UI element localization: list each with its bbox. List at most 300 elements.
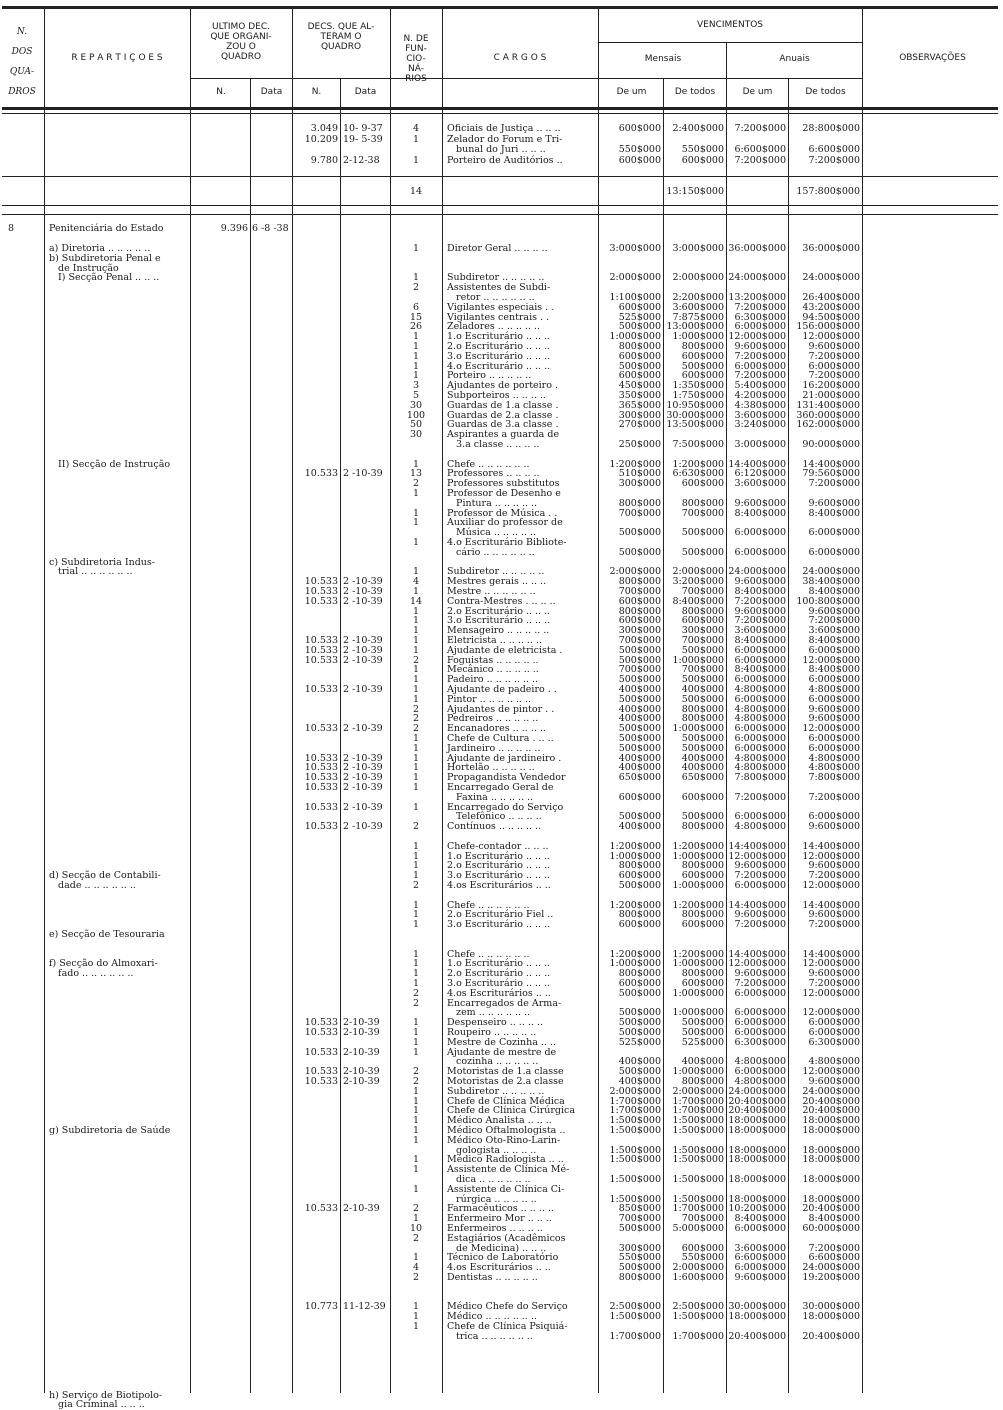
cell-au: 4:800$000 <box>734 821 786 833</box>
cell-mt: 1:700$000 <box>672 1105 724 1117</box>
cell-mu: 2:000$000 <box>609 272 661 284</box>
cell-mu: 600$000 <box>618 919 661 931</box>
cell-cargo: Ajudantes de pintor . . <box>447 703 555 715</box>
cell-cargo: Despenseiro .. .. .. .. <box>447 1017 543 1029</box>
cell-au: 6:000$000 <box>734 674 786 686</box>
cell-at: 6:000$000 <box>808 674 860 686</box>
cell-q: 1 <box>412 762 420 774</box>
cell-cargo: Subdiretor .. .. .. .. .. <box>447 272 545 284</box>
cell-mt: 1:350$000 <box>672 380 724 392</box>
cell-au: 18:000$000 <box>728 1125 786 1136</box>
cell-q: 1 <box>412 488 420 499</box>
cell-at: 6:000$000 <box>808 1017 860 1029</box>
cell-q: 1 <box>412 331 420 343</box>
cell-mu: 450$000 <box>618 380 661 392</box>
cell-dn: 10.533 <box>304 752 338 764</box>
cell-q: 14 <box>409 595 423 607</box>
cell-mu: 700$000 <box>618 635 661 646</box>
reparticao-label: c) Subdiretoria Indus- <box>49 556 155 568</box>
cell-q: 2 <box>412 880 420 891</box>
cell-cargo: Médico Chefe do Serviço <box>447 1301 568 1313</box>
cell-cargo: Assistentes de Subdi- <box>447 282 551 294</box>
cell-mt: 650$000 <box>681 772 724 784</box>
cell-at: 18:000$000 <box>802 1154 860 1166</box>
col-rule <box>340 78 341 1393</box>
cell-q: 1 <box>412 154 420 166</box>
cell-cargo: Chefe de Clínica Cirúrgica <box>447 1105 576 1117</box>
cell-au: 6:600$000 <box>734 144 786 155</box>
cell-cargo: Técnico de Laboratório <box>447 1252 559 1264</box>
cell-dn: 9.780 <box>310 154 338 166</box>
cell-q: 1 <box>412 625 420 637</box>
cell-at: 4:800$000 <box>808 752 860 764</box>
cell-au: 9:600$000 <box>734 860 786 872</box>
cell-at: 24:000$000 <box>802 1262 860 1274</box>
cell-cargo: 2.o Escriturário .. .. .. <box>447 605 551 617</box>
cell-q: 1 <box>412 517 420 529</box>
cell-mu: 500$000 <box>618 1066 661 1078</box>
cell-au: 3:600$000 <box>734 1242 786 1254</box>
cell-q: 1 <box>412 870 420 882</box>
header-anuais: Anuais <box>779 54 810 64</box>
cell-mt: 600$000 <box>681 978 724 989</box>
cell-mt: 1:200$000 <box>672 458 724 470</box>
subtotal-monthly-total: 13:150$000 <box>666 186 724 197</box>
cell-mu: 1:200$000 <box>609 840 661 852</box>
cell-cargo: Professores substitutos <box>447 478 560 490</box>
cell-mu: 400$000 <box>618 1076 661 1087</box>
cell-mu: 1:700$000 <box>609 1330 661 1342</box>
cell-cargo: Pintor .. .. .. .. .. .. <box>447 693 531 705</box>
cell-mt: 8:400$000 <box>672 595 724 607</box>
header-decs-alteram <box>294 22 388 52</box>
cell-mu: 500$000 <box>618 723 661 735</box>
cell-q: 1 <box>412 1321 420 1332</box>
cell-au: 30:000$000 <box>728 1301 786 1313</box>
cell-cargo: rúrgica .. .. .. .. .. <box>447 1193 537 1205</box>
cell-cargo: Ajudantes de porteiro . <box>447 380 558 392</box>
cell-q: 2 <box>412 997 420 1009</box>
cell-at: 6:600$000 <box>808 1252 860 1264</box>
cell-mt: 1:000$000 <box>672 1066 724 1078</box>
cell-cargo: Porteiro de Auditórios .. <box>447 154 563 166</box>
cell-q: 1 <box>412 1017 420 1029</box>
cell-mt: 7:500$000 <box>672 439 724 450</box>
cell-au: 7:200$000 <box>734 791 786 803</box>
cell-q: 100 <box>406 409 426 421</box>
cell-at: 26:400$000 <box>802 292 860 303</box>
cell-mu: 800$000 <box>618 341 661 352</box>
cell-mu: 400$000 <box>618 684 661 695</box>
cell-cargo: Ajudante de padeiro . . <box>447 684 557 695</box>
cell-cargo: Telefônico .. .. .. .. <box>447 811 542 823</box>
cell-q: 1 <box>412 733 420 744</box>
cell-q: 1 <box>412 801 420 813</box>
mid-header-rule <box>598 42 862 43</box>
cell-cargo: Padeiro .. .. .. .. .. .. <box>447 674 538 686</box>
cell-mu: 1:200$000 <box>609 899 661 911</box>
cell-q: 1 <box>412 899 420 911</box>
cell-at: 4:800$000 <box>808 684 860 695</box>
cell-cargo: Contra-Mestres . .. .. .. <box>447 595 556 607</box>
cell-mt: 1:500$000 <box>672 1193 724 1205</box>
cell-cargo: Enfermeiro Mor .. .. .. <box>447 1213 552 1225</box>
header-nf-4: NÁ- <box>408 64 424 74</box>
cell-cargo: Diretor Geral .. .. .. .. <box>447 243 548 254</box>
cell-q: 2 <box>412 987 420 999</box>
cell-at: 7:200$000 <box>808 615 860 627</box>
cell-dd: 2-10-39 <box>343 1046 380 1058</box>
cell-au: 7:200$000 <box>734 615 786 627</box>
cell-q: 1 <box>412 742 420 754</box>
col-rule <box>292 8 293 1393</box>
cell-mt: 500$000 <box>681 1027 724 1038</box>
cell-mt: 10:950$000 <box>666 399 724 411</box>
subtotal-bottom-rule <box>2 205 998 206</box>
cell-cargo: Porteiro .. .. .. .. .. <box>447 370 532 382</box>
cell-at: 7:200$000 <box>808 478 860 490</box>
cell-au: 6:300$000 <box>734 311 786 323</box>
reparticao-label: e) Secção de Tesouraria <box>49 929 165 940</box>
reparticao-label: d) Secção de Contabili- <box>49 870 161 882</box>
cell-dn: 10.533 <box>304 576 338 588</box>
header-cargos: C A R G O S <box>493 53 547 63</box>
cell-at: 7:200$000 <box>808 919 860 931</box>
cell-au: 5:400$000 <box>734 380 786 392</box>
cell-mu: 1:000$000 <box>609 958 661 970</box>
cell-at: 12:000$000 <box>802 654 860 666</box>
cell-mu: 1:000$000 <box>609 331 661 343</box>
cell-cargo: Mestre de Cozinha .. .. <box>447 1036 556 1048</box>
cell-q: 4 <box>412 576 420 588</box>
cell-cargo: Motoristas de 2.a classe <box>447 1076 564 1087</box>
cell-mt: 500$000 <box>681 742 724 754</box>
cell-at: 8:400$000 <box>808 507 860 519</box>
cell-mt: 1:200$000 <box>672 948 724 960</box>
col-rule <box>44 8 45 1393</box>
cell-cargo: 4.os Escriturários .. .. <box>447 987 551 999</box>
cell-cargo: Enfermeiros .. .. .. .. <box>447 1223 543 1234</box>
cell-cargo: Pedreiros .. .. .. .. .. <box>447 713 539 725</box>
cell-mu: 500$000 <box>618 654 661 666</box>
cell-au: 7:200$000 <box>734 978 786 989</box>
col-rule <box>442 8 443 1393</box>
cell-mt: 1:600$000 <box>672 1272 724 1283</box>
section-decree-date: 6 -8 -38 <box>252 223 289 234</box>
cell-q: 3 <box>412 380 420 392</box>
cell-mu: 3:000$000 <box>609 243 661 254</box>
cell-mu: 700$000 <box>618 586 661 597</box>
cell-at: 12:000$000 <box>802 1007 860 1019</box>
cell-at: 12:000$000 <box>802 1066 860 1078</box>
cell-mu: 250$000 <box>618 439 661 450</box>
cell-dd: 2-10-39 <box>343 1066 380 1078</box>
col-rule <box>862 8 863 1393</box>
cell-mt: 2:000$000 <box>672 272 724 284</box>
cell-q: 2 <box>412 282 420 294</box>
cell-q: 1 <box>412 664 420 676</box>
cell-mu: 850$000 <box>618 1203 661 1215</box>
cell-at: 6:000$000 <box>808 546 860 558</box>
cell-au: 9:600$000 <box>734 341 786 352</box>
cell-cargo: Chefe de Cultura . .. .. <box>447 733 554 744</box>
cell-q: 30 <box>409 399 423 411</box>
cell-cargo: 1.o Escriturário .. .. .. <box>447 958 551 970</box>
cell-mu: 700$000 <box>618 664 661 676</box>
cell-mu: 510$000 <box>618 468 661 480</box>
cell-mt: 700$000 <box>681 1213 724 1225</box>
cell-mt: 700$000 <box>681 635 724 646</box>
cell-mt: 800$000 <box>681 497 724 509</box>
cell-mu: 400$000 <box>618 821 661 833</box>
col-rule <box>598 8 599 1393</box>
cell-mu: 525$000 <box>618 311 661 323</box>
cell-mt: 600$000 <box>681 154 724 166</box>
header-ultimo-dec-2: QUE ORGANI- <box>210 32 272 42</box>
cell-q: 2 <box>412 1203 420 1215</box>
cell-mt: 1:500$000 <box>672 1174 724 1185</box>
cell-cargo: Chefe-contador .. .. .. <box>447 840 549 852</box>
cell-cargo: Professores .. .. .. .. <box>447 468 540 480</box>
cell-au: 6:000$000 <box>734 987 786 999</box>
cell-dn: 10.533 <box>304 1027 338 1038</box>
header-de-um-anual: De um <box>742 87 773 97</box>
cell-mt: 300$000 <box>681 625 724 637</box>
cell-q: 2 <box>412 1232 420 1244</box>
cell-au: 8:400$000 <box>734 664 786 676</box>
cell-dd: 2 -10-39 <box>343 595 383 607</box>
cell-q: 2 <box>412 1076 420 1087</box>
cell-au: 6:000$000 <box>734 880 786 891</box>
cell-q: 1 <box>412 370 420 382</box>
cell-mu: 2:500$000 <box>609 1301 661 1313</box>
cell-mt: 600$000 <box>681 350 724 362</box>
cell-at: 14:400$000 <box>802 458 860 470</box>
cell-mt: 550$000 <box>681 144 724 155</box>
cell-cargo: 2.o Escriturário .. .. .. <box>447 341 551 352</box>
cell-mt: 800$000 <box>681 341 724 352</box>
cell-mt: 400$000 <box>681 752 724 764</box>
cell-mu: 1:100$000 <box>609 292 661 303</box>
cell-au: 3:600$000 <box>734 625 786 637</box>
reparticao-label: h) Serviço de Biotipolo- <box>49 1389 163 1401</box>
cell-au: 9:600$000 <box>734 968 786 980</box>
cell-au: 9:600$000 <box>734 605 786 617</box>
cell-cargo: 3.a classe .. .. .. .. <box>447 439 540 450</box>
cell-cargo: Médico .. .. .. .. .. .. <box>447 1311 537 1323</box>
cell-au: 7:800$000 <box>734 772 786 784</box>
cell-at: 9:600$000 <box>808 605 860 617</box>
cell-mt: 13:500$000 <box>666 419 724 431</box>
cell-au: 4:380$000 <box>734 399 786 411</box>
cell-q: 1 <box>412 693 420 705</box>
cell-q: 1 <box>412 958 420 970</box>
cell-cargo: Subdiretor .. .. .. .. .. <box>447 1085 545 1097</box>
cell-au: 3:600$000 <box>734 478 786 490</box>
cell-cargo: Roupeiro .. .. .. .. .. <box>447 1027 537 1038</box>
col-rule <box>250 78 251 1393</box>
cell-at: 100:800$000 <box>796 595 860 607</box>
cell-mt: 500$000 <box>681 360 724 372</box>
cell-cargo: Chefe de Clínica Médica <box>447 1095 565 1107</box>
section-top-rule <box>2 214 998 215</box>
cell-au: 18:000$000 <box>728 1144 786 1156</box>
cell-mu: 300$000 <box>618 1242 661 1254</box>
cell-mt: 800$000 <box>681 909 724 921</box>
header-data-dec-1: Data <box>260 87 283 97</box>
cell-cargo: Estagiários (Acadêmicos <box>447 1232 566 1244</box>
cell-au: 14:400$000 <box>728 948 786 960</box>
sub-header-rule <box>190 78 862 79</box>
section-number: 8 <box>8 223 15 234</box>
cell-au: 9:600$000 <box>734 1272 786 1283</box>
cell-mu: 800$000 <box>618 497 661 509</box>
cell-cargo: Médico Analista .. .. .. <box>447 1115 552 1127</box>
cell-cargo: Auxiliar do professor de <box>447 517 563 529</box>
cell-q: 1 <box>412 360 420 372</box>
cell-mu: 300$000 <box>618 478 661 490</box>
cell-mu: 600$000 <box>618 978 661 989</box>
cell-cargo: 1.o Escriturário .. .. .. <box>447 850 551 862</box>
cell-at: 18:000$000 <box>802 1174 860 1185</box>
cell-dn: 10.209 <box>304 133 338 145</box>
header-n-dec-1: N. <box>216 87 226 97</box>
cell-au: 8:400$000 <box>734 507 786 519</box>
header-nf-1: N. DE <box>403 34 429 44</box>
header-ultimo-dec-1: ULTIMO DEC. <box>212 22 270 32</box>
cell-mu: 525$000 <box>618 1036 661 1048</box>
cell-q: 2 <box>412 821 420 833</box>
cell-au: 14:400$000 <box>728 840 786 852</box>
cell-at: 30:000$000 <box>802 1301 860 1313</box>
cell-dn: 10.533 <box>304 782 338 793</box>
cell-mu: 800$000 <box>618 576 661 588</box>
cell-at: 9:600$000 <box>808 909 860 921</box>
cell-au: 3:240$000 <box>734 419 786 431</box>
cell-cargo: Ajudante de eletricista . <box>447 644 563 656</box>
cell-q: 1 <box>412 1134 420 1146</box>
cell-at: 21:000$000 <box>802 390 860 401</box>
cell-at: 6:000$000 <box>808 1027 860 1038</box>
cell-mu: 550$000 <box>618 1252 661 1264</box>
cell-au: 7:200$000 <box>734 919 786 931</box>
cell-q: 2 <box>412 1066 420 1078</box>
cell-at: 12:000$000 <box>802 850 860 862</box>
cell-mu: 1:200$000 <box>609 458 661 470</box>
cell-au: 3:000$000 <box>734 439 786 450</box>
cell-au: 6:000$000 <box>734 1027 786 1038</box>
cell-q: 1 <box>412 1311 420 1323</box>
header-n-funcionarios <box>392 34 440 84</box>
cell-au: 6:000$000 <box>734 811 786 823</box>
header-nf-3: CIO- <box>406 54 426 64</box>
cell-mu: 400$000 <box>618 713 661 725</box>
cell-at: 18:000$000 <box>802 1125 860 1136</box>
header-dos: DOS <box>11 47 33 57</box>
cell-at: 24:000$000 <box>802 1085 860 1097</box>
cell-at: 6:000$000 <box>808 360 860 372</box>
cell-mt: 30:000$000 <box>666 409 724 421</box>
cell-mu: 800$000 <box>618 605 661 617</box>
cell-mu: 550$000 <box>618 144 661 155</box>
cell-au: 6:000$000 <box>734 723 786 735</box>
cell-au: 4:800$000 <box>734 1056 786 1068</box>
cell-dd: 2-12-38 <box>343 154 380 166</box>
cell-mt: 1:500$000 <box>672 1311 724 1323</box>
cell-mt: 800$000 <box>681 1076 724 1087</box>
cell-at: 6:000$000 <box>808 811 860 823</box>
cell-mt: 800$000 <box>681 860 724 872</box>
cell-mu: 600$000 <box>618 791 661 803</box>
col-rule <box>390 8 391 1393</box>
cell-q: 1 <box>412 1183 420 1195</box>
cell-cargo: Professor de Música . . <box>447 507 558 519</box>
cell-mt: 600$000 <box>681 870 724 882</box>
cell-q: 1 <box>412 1301 420 1313</box>
header-decs-1: DECS. QUE AL- <box>307 22 375 32</box>
cell-cargo: Ajudante de jardineiro . <box>447 752 562 764</box>
cell-cargo: 4.os Escriturários .. .. <box>447 1262 551 1274</box>
cell-q: 1 <box>412 948 420 960</box>
cell-mu: 1:500$000 <box>609 1154 661 1166</box>
cell-mt: 700$000 <box>681 507 724 519</box>
cell-au: 12:000$000 <box>728 958 786 970</box>
cell-mt: 500$000 <box>681 644 724 656</box>
cell-cargo: Ajudante de mestre de <box>447 1046 557 1058</box>
cell-au: 18:000$000 <box>728 1154 786 1166</box>
reparticao-label: dade .. .. .. .. .. .. <box>49 880 136 891</box>
cell-cargo: 3.o Escriturário .. .. .. <box>447 978 551 989</box>
cell-au: 7:200$000 <box>734 350 786 362</box>
cell-cargo: 4.os Escriturários .. .. <box>447 880 551 891</box>
cell-au: 6:000$000 <box>734 733 786 744</box>
cell-au: 4:800$000 <box>734 713 786 725</box>
cell-q: 13 <box>409 468 423 480</box>
cell-au: 24:000$000 <box>728 1085 786 1097</box>
cell-mu: 500$000 <box>618 674 661 686</box>
cell-mt: 2:200$000 <box>672 292 724 303</box>
cell-cargo: 3.o Escriturário .. .. .. <box>447 615 551 627</box>
reparticao-label: g) Subdiretoria de Saúde <box>49 1125 171 1136</box>
cell-mu: 1:700$000 <box>609 1105 661 1117</box>
cell-cargo: Zelador do Forum e Tri- <box>447 133 563 145</box>
cell-at: 7:200$000 <box>808 791 860 803</box>
cell-mu: 2:000$000 <box>609 1085 661 1097</box>
cell-dd: 2 -10-39 <box>343 762 383 774</box>
cell-mu: 600$000 <box>618 350 661 362</box>
cell-mu: 1:000$000 <box>609 850 661 862</box>
cell-dn: 10.533 <box>304 1017 338 1029</box>
cell-q: 1 <box>412 458 420 470</box>
cell-at: 8:400$000 <box>808 1213 860 1225</box>
cell-at: 131:400$000 <box>796 399 860 411</box>
cell-au: 18:000$000 <box>728 1174 786 1185</box>
cell-mt: 700$000 <box>681 586 724 597</box>
cell-q: 4 <box>412 123 420 134</box>
cell-q: 1 <box>412 840 420 852</box>
cell-au: 6:000$000 <box>734 1007 786 1019</box>
cell-q: 2 <box>412 723 420 735</box>
cell-mt: 600$000 <box>681 370 724 382</box>
cell-q: 1 <box>412 644 420 656</box>
cell-cargo: Guardas de 3.a classe . <box>447 419 559 431</box>
cell-cargo: Mestres gerais .. .. .. <box>447 576 547 588</box>
cell-at: 36:000$000 <box>802 243 860 254</box>
cell-mu: 800$000 <box>618 968 661 980</box>
cell-at: 38:400$000 <box>802 576 860 588</box>
cell-mt: 500$000 <box>681 811 724 823</box>
cell-au: 9:600$000 <box>734 909 786 921</box>
